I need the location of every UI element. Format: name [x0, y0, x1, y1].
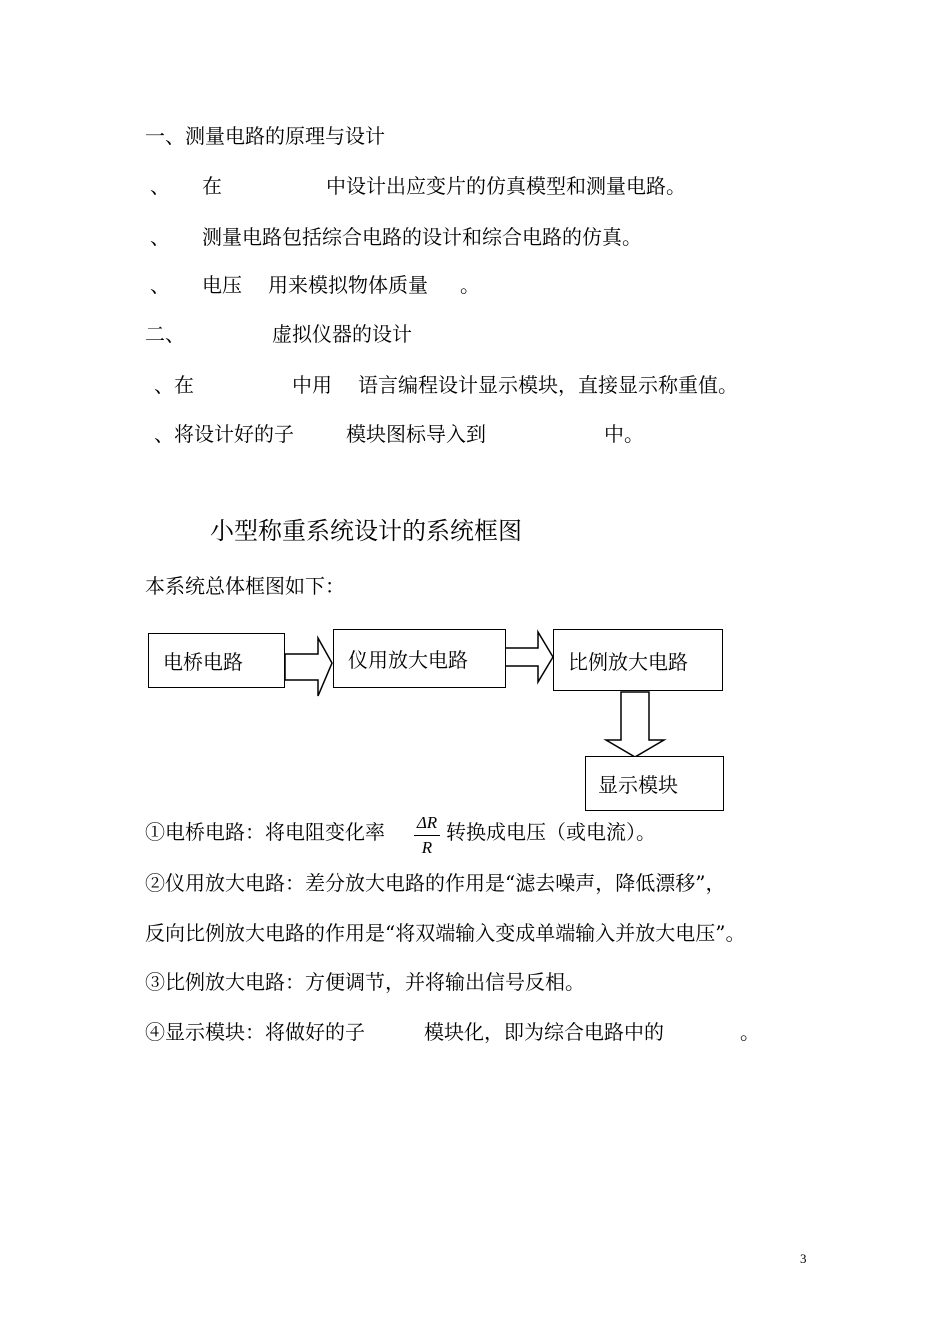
note4-c: 。: [740, 1020, 760, 1044]
diagram-box-display-module: 显示模块: [585, 756, 724, 811]
section1-item3-c: 。: [460, 273, 480, 297]
section2-item2-b: 模块图标导入到: [346, 422, 486, 446]
note1-b: 转换成电压（或电流）。: [446, 820, 656, 844]
section1-item2-text: 测量电路包括综合电路的设计和综合电路的仿真。: [202, 225, 642, 249]
section1-item1-mark: 、: [150, 174, 170, 198]
section2-item1-a: 、在: [154, 373, 194, 397]
diagram-title: 小型称重系统设计的系统框图: [210, 517, 522, 545]
section1-item2-mark: 、: [150, 225, 170, 249]
arrow-right-icon: [505, 632, 553, 682]
section2-item1-c: 语言编程设计显示模块，直接显示称重值。: [358, 373, 738, 397]
page-number: 3: [800, 1251, 807, 1266]
section1-item1-b: 中设计出应变片的仿真模型和测量电路。: [326, 174, 686, 198]
arrow-right-icon: [285, 638, 332, 696]
intro-text: 本系统总体框图如下：: [145, 574, 345, 598]
diagram-box-bridge-circuit: 电桥电路: [148, 633, 285, 688]
section2-item2-c: 中。: [604, 422, 644, 446]
section2-heading-text: 虚拟仪器的设计: [272, 322, 412, 346]
note1-a: ①电桥电路：将电阻变化率: [145, 820, 385, 844]
fraction-denominator: R: [421, 838, 433, 857]
note4-a: ④显示模块：将做好的子: [145, 1020, 365, 1044]
diagram-box-proportional-amp: 比例放大电路: [553, 629, 723, 691]
section1-item3-a: 电压: [202, 273, 242, 297]
note4-b: 模块化，即为综合电路中的: [424, 1020, 664, 1044]
section1-heading: 一、测量电路的原理与设计: [145, 124, 385, 148]
note3: ③比例放大电路：方便调节，并将输出信号反相。: [145, 970, 585, 994]
diagram-box-instrument-amp: 仪用放大电路: [333, 629, 506, 688]
fraction-bar: [414, 835, 440, 836]
section2-item2-a: 、将设计好的子: [154, 422, 294, 446]
section1-item3-mark: 、: [150, 273, 170, 297]
arrow-down-icon: [606, 692, 664, 757]
note2b: 反向比例放大电路的作用是“将双端输入变成单端输入并放大电压”。: [145, 921, 746, 945]
section1-item3-b: 用来模拟物体质量: [268, 273, 428, 297]
section2-item1-b: 中用: [292, 373, 332, 397]
fraction-numerator: ΔR: [416, 813, 438, 832]
section2-heading-num: 二、: [145, 322, 185, 346]
section1-item1-a: 在: [202, 174, 222, 198]
note2: ②仪用放大电路：差分放大电路的作用是“滤去噪声，降低漂移”，: [145, 871, 726, 895]
